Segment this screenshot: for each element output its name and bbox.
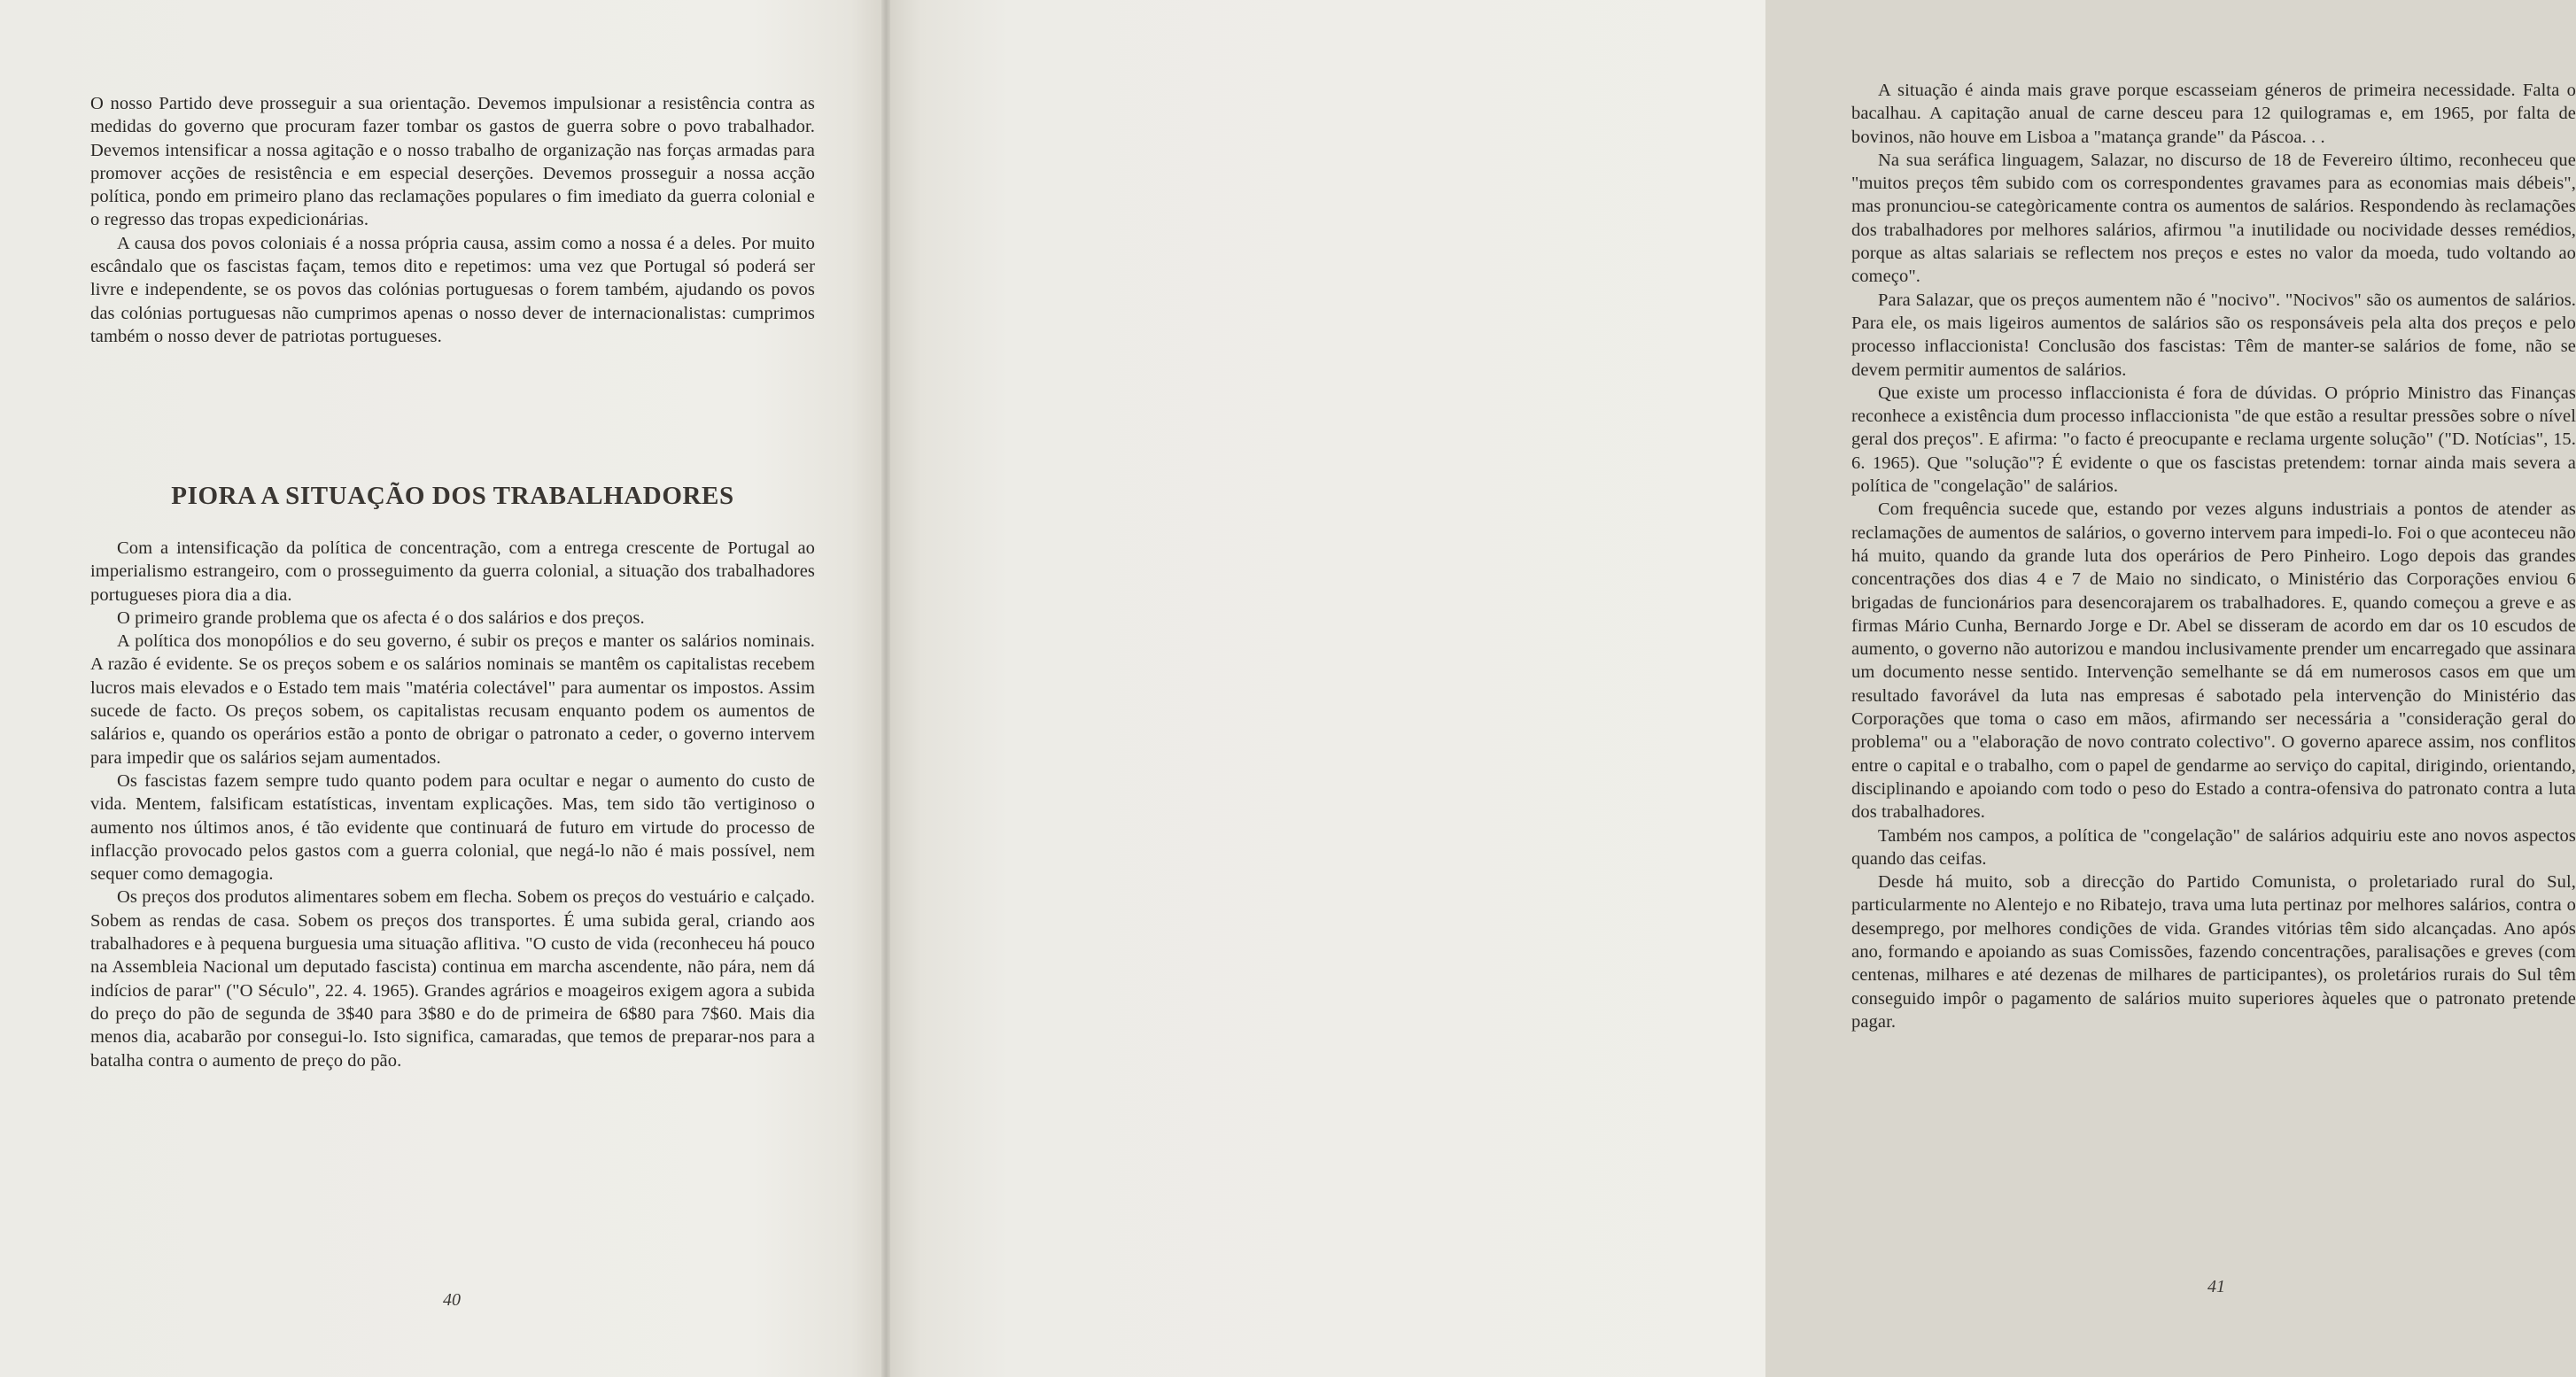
paragraph: Desde há muito, sob a direcção do Partido Comunista, o proletariado rural do Sul, particularmente no Alentejo e no Ribatejo, trava uma luta pertinaz por melhores salários, contra o desemprego, por melhores condições de vida. Grandes vitórias têm sido alcançadas. Ano após ano, formando e apoiando as suas Comissões, fazendo concentrações, paralisações e greves (com centenas, milhares e até dezenas de milhares de participantes), os proletários rurais do Sul têm conseguido impôr o pagamento de salários muito superiores àqueles que o patronato pretende pagar. bbox=[1851, 872, 2576, 1032]
right-page bbox=[886, 0, 2576, 1377]
paragraph: Que existe um processo inflaccionista é fora de dúvidas. O próprio Ministro das Finanças reconhece a existência dum processo inflaccionista "de que estão a resultar pressões sobre o nível geral dos preços". E afirma: "o facto é preocupante e reclama urgente solução" ("D. Notícias", 15. 6. 1965). Que "solução"? É evidente o que os fascistas pretendem: tornar ainda mais severa a política de "congelação" de salários. bbox=[1851, 383, 2576, 497]
paragraph: Para Salazar, que os preços aumentem não é "nocivo". "Nocivos" são os aumentos de salários. Para ele, os mais ligeiros aumentos de salários são os responsáveis pela alta dos preços e pelo processo inflaccionista! Conclusão dos fascistas: Têm de manter-se salários de fome, não se devem permitir aumentos de salários. bbox=[1851, 290, 2576, 380]
left-text-bottom bbox=[90, 537, 815, 1072]
paragraph: A situação é ainda mais grave porque escasseiam géneros de primeira necessidade. Falta o bacalhau. A capitação anual de carne desceu para 12 quilogramas e, em 1965, por falta de bovinos, não houve em Lisboa a "matança grande" da Páscoa. . . bbox=[1851, 81, 2576, 147]
right-text bbox=[1851, 79, 2576, 1033]
paragraph: Na sua seráfica linguagem, Salazar, no discurso de 18 de Fevereiro último, reconheceu que "muitos preços têm subido com os correspondentes gravames para as economias mais débeis", mas pronunciou-se categòricamente contra os aumentos de salários. Respondendo às reclamações dos trabalhadores por melhores salários, afirmou "a inutilidade ou nocividade desses remédios, porque as altas salariais se reflectem nos preços e estes no valor da moeda, tudo voltando ao começo". bbox=[1851, 150, 2576, 287]
paragraph: A política dos monopólios e do seu governo, é subir os preços e manter os salários nominais. A razão é evidente. Se os preços sobem e os salários nominais se mantêm os capitalistas recebem lucros mais elevados e o Estado tem mais "matéria colectável" para aumentar os impostos. Assim sucede de facto. Os preços sobem, os capitalistas recusam enquanto podem os aumentos de salários e, quando os operários estão a ponto de obrigar o patronato a ceder, o governo intervem para impedir que os salários sejam aumentados. bbox=[90, 631, 815, 768]
page-number-left: 40 bbox=[443, 1290, 461, 1310]
paragraph: O nosso Partido deve prosseguir a sua orientação. Devemos impulsionar a resistência contra as medidas do governo que procuram fazer tombar os gastos de guerra sobre o povo trabalhador. Devemos intensificar a nossa agitação e o nosso trabalho de organização nas forças armadas para promover acções de resistência e em especial deserções. Devemos prosseguir a nossa acção política, pondo em primeiro plano das reclamações populares o fim imediato da guerra colonial e o regresso das tropas expedicionárias. bbox=[90, 94, 815, 230]
left-page bbox=[0, 0, 886, 1377]
paragraph: Os preços dos produtos alimentares sobem em flecha. Sobem os preços do vestuário e calçado. Sobem as rendas de casa. Sobem os preços dos transportes. É uma subida geral, criando aos trabalhadores e à pequena burguesia uma situação aflitiva. "O custo de vida (reconheceu há pouco na Assembleia Nacional um deputado fascista) continua em marcha ascendente, não pára, nem dá indícios de parar" ("O Século", 22. 4. 1965). Grandes agrários e moageiros exigem agora a subida do preço do pão de segunda de 3$40 para 3$80 e do de primeira de 6$80 para 7$60. Mais dia menos dia, acabarão por consegui-lo. Isto significa, camaradas, que temos de preparar-nos para a batalha contra o aumento de preço do pão. bbox=[90, 887, 815, 1071]
page-number-right: 41 bbox=[2207, 1277, 2225, 1296]
left-text-top bbox=[90, 92, 815, 348]
paragraph: O primeiro grande problema que os afecta é o dos salários e dos preços. bbox=[117, 607, 645, 628]
paragraph: A causa dos povos coloniais é a nossa própria causa, assim como a nossa é a deles. Por muito escândalo que os fascistas façam, temos dito e repetimos: uma vez que Portugal só poderá ser livre e independente, se os povos das colónias portuguesas o forem também, ajudando os povos das colónias portuguesas não cumprimos apenas o nosso dever de internacionalistas: cumprimos também o nosso dever de patriotas portugueses. bbox=[90, 233, 815, 346]
paragraph: Os fascistas fazem sempre tudo quanto podem para ocultar e negar o aumento do custo de vida. Mentem, falsificam estatísticas, inventam explicações. Mas, tem sido tão vertiginoso o aumento nos últimos anos, é tão evidente que continuará de futuro em virtude do processo de inflacção provocado pelos gastos com a guerra colonial, que negá-lo não é mais possível, nem sequer como demagogia. bbox=[90, 770, 815, 885]
paragraph: Também nos campos, a política de "congelação" de salários adquiriu este ano novos aspectos quando das ceifas. bbox=[1851, 825, 2576, 869]
section-heading: PIORA A SITUAÇÃO DOS TRABALHADORES bbox=[171, 482, 734, 510]
paragraph: Com frequência sucede que, estando por vezes alguns industriais a pontos de atender as reclamações de aumentos de salários, o governo intervem para impedi-lo. Foi o que aconteceu não há muito, quando da grande luta dos operários de Pero Pinheiro. Logo depois das grandes concentrações dos dias 4 e 7 de Maio no sindicato, o Ministério das Corporações enviou 6 brigadas de funcionários para desencorajarem os trabalhadores. E, quando começou a greve e as firmas Mário Cunha, Bernardo Jorge e Dr. Abel se disseram de acordo em dar os 10 escudos de aumento, o governo não autorizou e mandou inclusivamente prender um encarregado que assinara um documento nesse sentido. Intervenção semelhante se dá em numerosos casos em que um resultado favorável da luta nas empresas é sabotado pela intervenção do Ministério das Corporações que toma o caso em mãos, afirmando ser necessária a "consideração geral do problema" ou a "elaboração de novo contrato colectivo". O governo aparece assim, nos conflitos entre o capital e o trabalho, com o papel de gendarme ao serviço do capital, dirigindo, orientando, disciplinando e apoiando com todo o peso do Estado a contra-ofensiva do patronato contra a luta dos trabalhadores. bbox=[1851, 499, 2576, 823]
book-gutter bbox=[881, 0, 890, 1377]
paragraph: Com a intensificação da política de concentração, com a entrega crescente de Portugal ao imperialismo estrangeiro, com o prosseguimento da guerra colonial, a situação dos trabalhadores portugueses piora dia a dia. bbox=[90, 538, 815, 605]
